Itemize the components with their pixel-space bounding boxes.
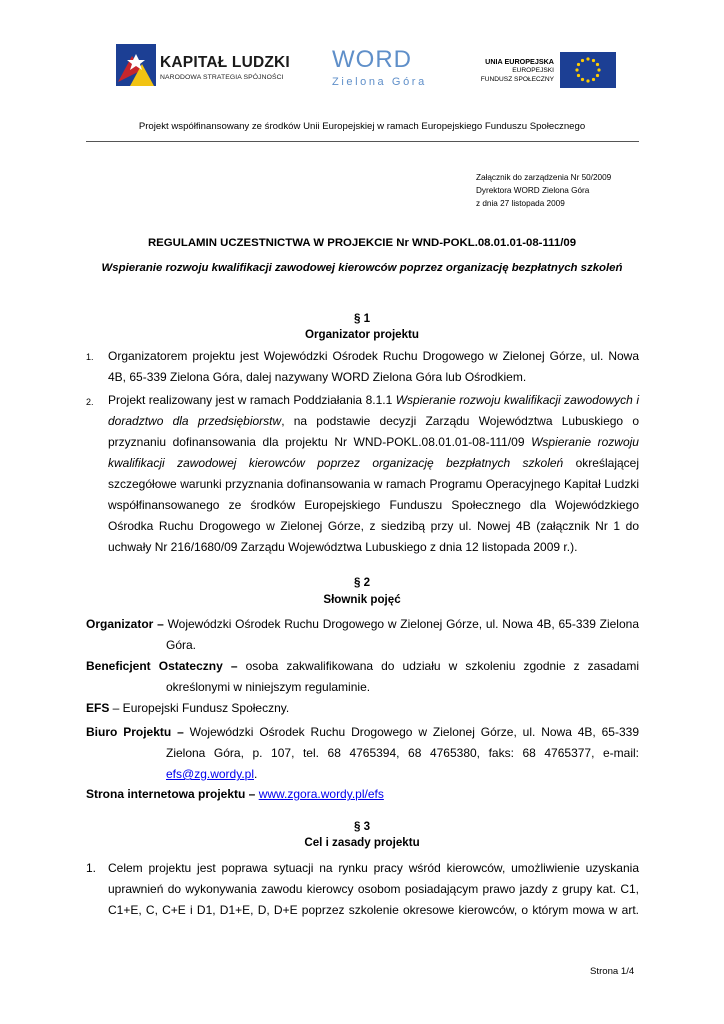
definition-biuro-term: Biuro Projektu – [86,725,190,739]
s1-item-2-project-name: Wspieranie rozwoju kwalifikacji zawodowej kierowców poprzez organizację bezpłatnych szkoleń [108,435,639,470]
word-logo-city: Zielona Góra [332,76,427,88]
s3-item-1-text: Celem projektu jest poprawa sytuacji na rynku pracy wśród kierowców, umożliwienie uzyskania uprawnień do wykonywania zawodu kierowcy osobom posiadającym prawo jazdy z grupy kat. C1, C1+E, C, C+E i D1, D1+E, D, D+E poprzez szkolenie okresowe kierowców, o którym mowa w art. [108,861,639,917]
s1-item-2-measure-name: Wspieranie rozwoju kwalifikacji zawodowych i doradztwo dla przedsiębiorstw [108,393,639,428]
definition-organizator-term: Organizator – [86,617,168,631]
s1-item-1-number: 1. [86,352,94,362]
definition-biuro-end: . [254,767,258,781]
section-3-number: § 3 [353,820,371,833]
s1-item-2-number: 2. [86,397,94,407]
page-number: Strona 1/4 [590,966,635,977]
definition-strona [86,784,639,805]
project-cofinancing-line: Projekt współfinansowany ze środków Unii Europejskiej w ramach Europejskiego Funduszu Społecznego [138,121,586,132]
definition-biuro-text: Wojewódzki Ośrodek Ruchu Drogowego w Zielonej Górze, ul. Nowa 4B, 65-339 Zielona Góra, p. 107, tel. 68 4765394, 68 4765380, faks: 68 4765377, e-mail: [166,725,639,760]
word-logo-title: WORD [332,46,412,73]
section-1-title: Organizator projektu [304,328,420,341]
biuro-email-link[interactable]: efs@zg.wordy.pl [166,767,254,781]
kapital-ludzki-subtitle: NARODOWA STRATEGIA SPÓJNOŚCI [160,74,284,81]
definition-strona-term: Strona internetowa projektu – [86,787,259,801]
definition-beneficjent-term: Beneficjent Ostateczny – [86,659,246,673]
section-1-number: § 1 [353,312,371,325]
annex-line2: Dyrektora WORD Zielona Góra [476,186,590,195]
definition-efs-term: EFS [86,701,110,715]
ue-label-line2: EUROPEJSKI [512,67,554,74]
document-title: REGULAMIN UCZESTNICTWA W PROJEKCIE Nr WND-POKL.08.01.01-08-111/09 [147,237,577,249]
s1-item-2-text [108,390,639,558]
definition-organizator-text: Wojewódzki Ośrodek Ruchu Drogowego w Zielonej Górze, ul. Nowa 4B, 65-339 Zielona Góra. [166,617,639,652]
document-subtitle: Wspieranie rozwoju kwalifikacji zawodowej kierowców poprzez organizację bezpłatnych szkoleń [101,262,623,274]
annex-line1: Załącznik do zarządzenia Nr 50/2009 [476,173,612,182]
definition-beneficjent [86,656,639,698]
section-3-title: Cel i zasady projektu [304,836,420,849]
ue-label-line1: UNIA EUROPEJSKA [485,57,554,66]
section-2-number: § 2 [353,576,371,589]
definition-efs [86,698,639,719]
kapital-ludzki-title: KAPITAŁ LUDZKI [160,54,290,71]
header-divider [86,141,639,142]
annex-line3: z dnia 27 listopada 2009 [476,199,565,208]
definition-beneficjent-text: osoba zakwalifikowana do udziału w szkoleniu zgodnie z zasadami określonymi w niniejszym regulaminie. [166,659,639,694]
section-2-title: Słownik pojęć [323,593,401,606]
s3-item-1-number: 1. [86,861,97,875]
s1-item-2-part-c: , na podstawie decyzji Zarządu Województwa Lubuskiego o przyznaniu dofinansowania dla projektu Nr WND-POKL.08.01.01-08-111/09 [108,414,639,449]
s1-item-1-text: Organizatorem projektu jest Wojewódzki Ośrodek Ruchu Drogowego w Zielonej Górze, ul. Nowa 4B, 65-339 Zielona Góra, dalej nazywany WORD Zielona Góra lub Ośrodkiem. [108,349,639,384]
project-website-link[interactable]: www.zgora.wordy.pl/efs [258,787,384,801]
ue-label-line3: FUNDUSZ SPOŁECZNY [480,76,554,83]
definition-organizator [86,614,639,656]
eu-flag-icon [560,52,616,88]
definition-biuro [86,722,639,785]
s1-item-2-part-a: Projekt realizowany jest w ramach Poddziałania 8.1.1 [108,393,396,407]
definition-efs-text: – Europejski Fundusz Społeczny. [109,701,290,715]
s1-item-2-part-e: określającej szczegółowe warunki przyznania dofinansowania w ramach Programu Operacyjnego Kapitał Ludzki współfinansowanego ze środków Europejskiego Funduszu Społecznego dla Wojewódzkiego Ośrodka Ruchu Drogowego w Zielonej Górze, z siedzibą przy ul. Nowej 4B (załącznik Nr 1 do uchwały Nr 216/1680/09 Zarządu Województwa Lubuskiego z dnia 12 listopada 2009 r.). [108,456,639,554]
annex-note [476,171,611,210]
